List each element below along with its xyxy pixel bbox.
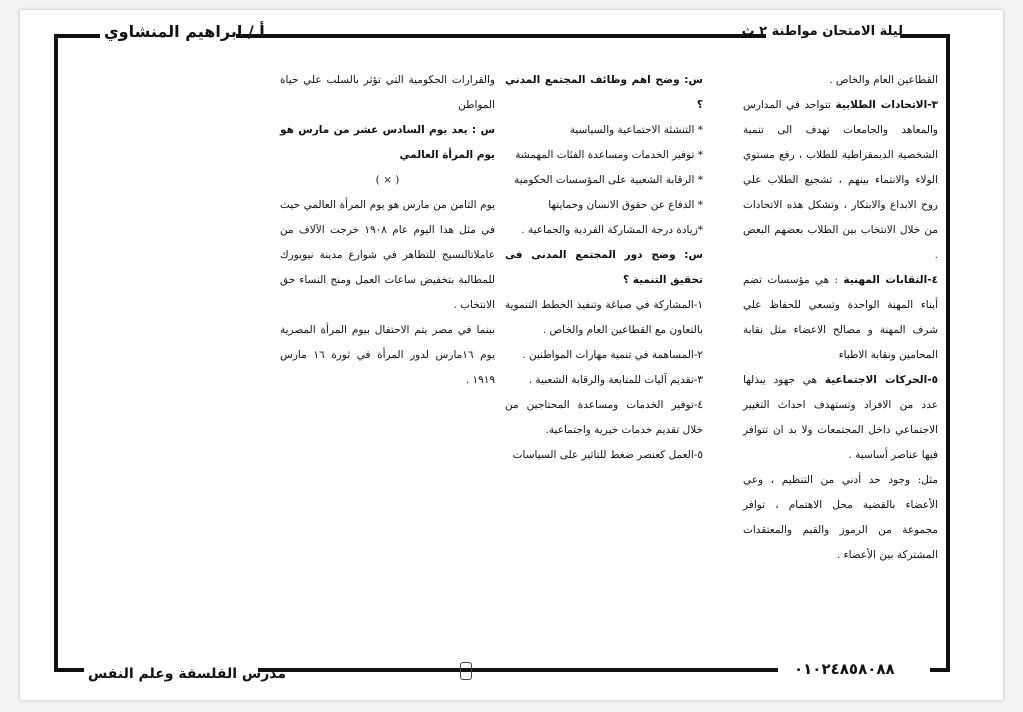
frame-bottom-left-line	[54, 668, 84, 672]
frame-top-mid-line	[236, 34, 766, 38]
frame-bottom-right-line	[930, 668, 950, 672]
header-author: أ / ابراهيم المنشاوي	[104, 22, 265, 41]
list-item: ٤-توفير الخدمات ومساعدة المحتاجين من خلال تقديم خدمات خيرية واجتماعية.	[505, 399, 703, 436]
paragraph: يوم الثامن من مارس هو يوم المرأة العالمي حيث في مثل هذا اليوم عام ١٩٠٨ خرجت الآلاف من عاملاتالنسيج للتظاهر في شوارع مدينة نيويورك للمطالبة بتخفيض ساعات العمل ومنح النساء حق الانتخاب .	[280, 199, 495, 311]
document-page	[20, 10, 1003, 700]
question-civil-society-development: س: وضح دور المجتمع المدنى فى تحقيق التنمية ؟	[505, 249, 703, 286]
column-right	[743, 68, 938, 568]
list-item: *زيادة درجة المشاركة الفردية والجماعية .	[521, 224, 703, 236]
heading-social-movements: ٥-الحركات الاجتماعية	[824, 374, 938, 386]
question-civil-society-functions: س: وضح اهم وظائف المجتمع المدني ؟	[505, 74, 703, 111]
paragraph	[743, 368, 938, 468]
paragraph: بينما في مصر يتم الاحتفال بيوم المرأة المصرية يوم ١٦مارس لدور المرأة في ثورة ١٦ مارس ١٩١٩ .	[280, 324, 496, 386]
frame-top-right-line	[900, 34, 950, 38]
header-title: ليلة الامتحان مواطنة ٢ ث	[741, 24, 903, 39]
list-item: * الرقابة الشعبية على المؤسسات الحكومية	[513, 174, 703, 186]
paragraph	[743, 93, 938, 268]
list-item: * التنشئة الاجتماعية والسياسية	[569, 124, 703, 136]
list-item: ٢-المساهمة في تنمية مهارات المواطنين .	[522, 349, 703, 361]
column-middle	[505, 68, 703, 468]
page-marker-icon	[460, 662, 472, 680]
paragraph-text: هي جهود يبذلها عدد من الافراد وتستهدف احداث التغيير الاجتماعي داخل المجتمعات ولا بد ان تتوافر فيها عناصر أساسية .	[743, 374, 938, 461]
list-item: * توفير الخدمات ومساعدة الفئات المهمشة	[515, 149, 703, 161]
frame-bottom-mid-line	[258, 668, 778, 672]
list-item: * الدفاع عن حقوق الانسان وحمايتها	[548, 199, 703, 211]
list-item: ٣-تقديم آليات للمتابعة والرقابة الشعبية .	[528, 374, 703, 386]
frame-left-line	[54, 34, 58, 672]
answer-mark: ( × )	[375, 174, 400, 186]
paragraph-text: : هي مؤسسات تضم أبناء المهنة الواحدة وتسعي للحفاظ علي شرف المهنة و مصالح الاعضاء مثل نقابة المحامين ونقابة الاطباء	[743, 274, 938, 361]
list-item: ٥-العمل كعنصر ضغط للتاثير على السياسات	[512, 449, 703, 461]
list-item: ١-المشاركة في صياغة وتنفيذ الخطط التنموية بالتعاون مع القطاعين العام والخاص .	[505, 299, 703, 336]
paragraph: مثل: وجود حد أدني من التنظيم ، وعي الأعضاء بالقضية محل الاهتمام ، توافر مجموعة من الرموز والقيم والمعتقدات المشتركة بين الأعضاء .	[743, 474, 938, 561]
footer-subject: مدرس الفلسفة وعلم النفس	[88, 666, 287, 682]
footer-phone: ٠١٠٢٤٨٥٨٠٨٨	[794, 660, 895, 678]
heading-student-unions: ٣-الاتحادات الطلابية	[835, 99, 938, 111]
question-womens-day: س : يعد يوم السادس عشر من مارس هو يوم المرأة العالمي	[280, 124, 495, 161]
paragraph: والقرارات الحكومية التي تؤثر بالسلب علي حياة المواطن	[280, 74, 495, 111]
frame-right-line	[946, 34, 950, 672]
paragraph-text: تتواجد في المدارس والمعاهد والجامعات تهدف الى تنمية الشخصية الديمقراطية للطلاب ، رفع مستوي الولاء والانتماء بينهم ، تشجيع الطلاب علي روح الابداع والابتكار ، وتشكل هذه الاتحادات من خلال الانتخاب بين الطلاب بعضهم البعض .	[743, 99, 938, 261]
paragraph	[743, 268, 938, 368]
paragraph: القطاعين العام والخاص .	[829, 74, 938, 86]
frame-top-left-line	[54, 34, 100, 38]
column-left	[280, 68, 495, 393]
heading-professional-syndicates: ٤-النقابات المهنية	[843, 274, 938, 286]
